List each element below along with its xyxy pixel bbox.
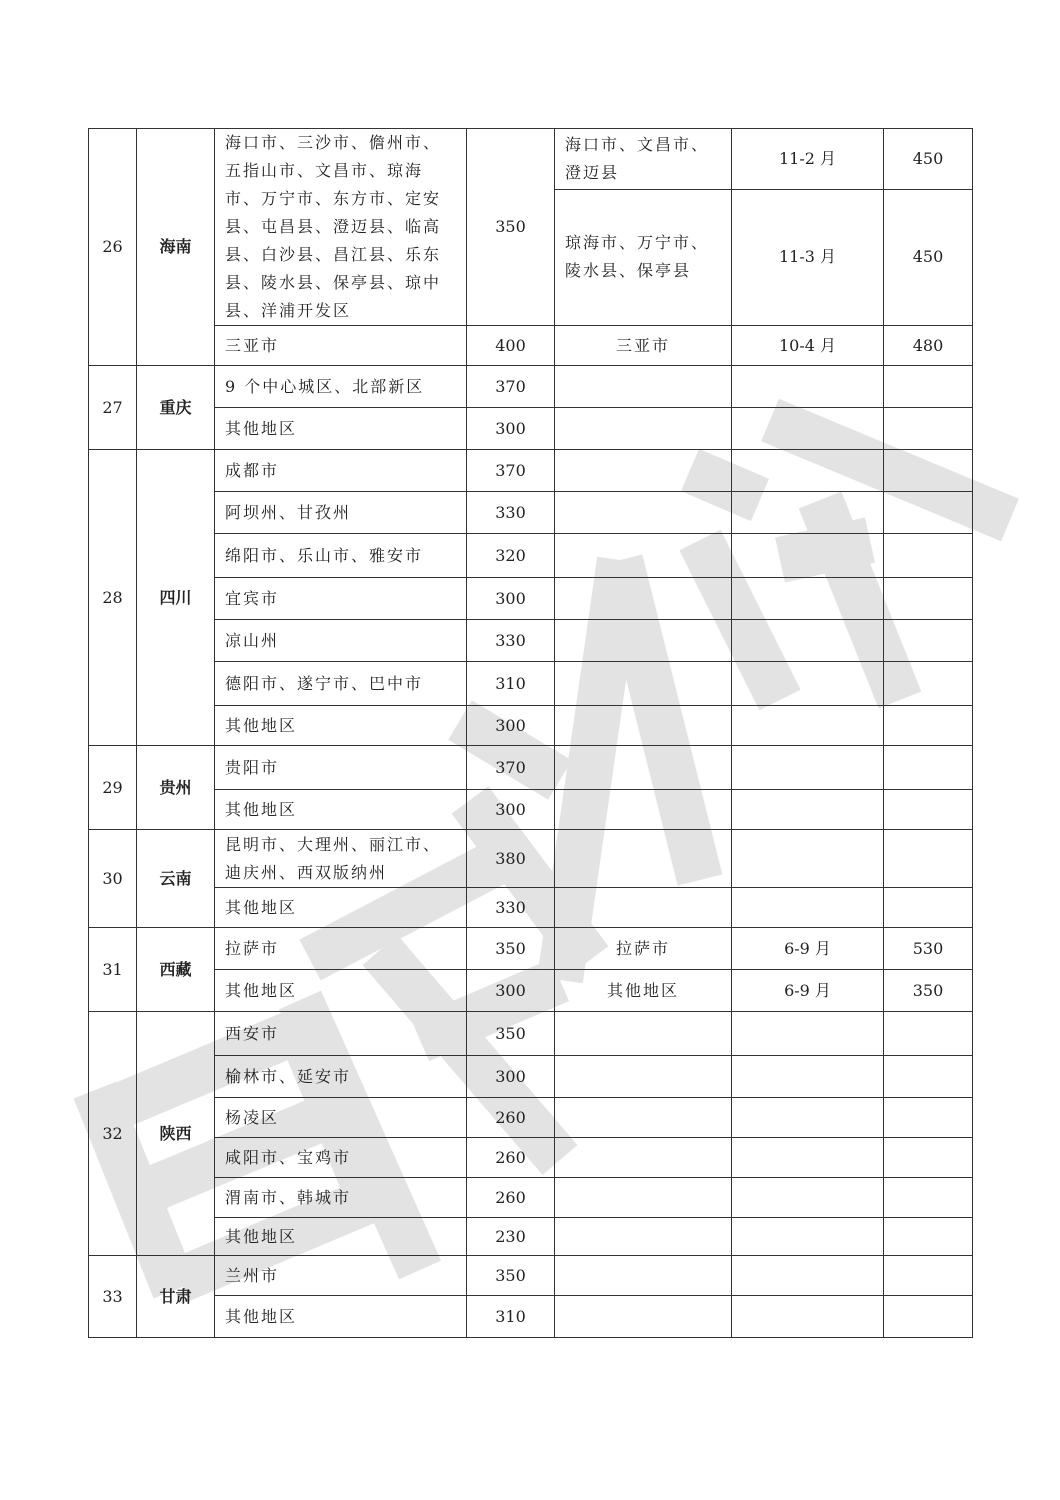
peak-area-cell <box>555 492 732 534</box>
standard-cell: 310 <box>467 1296 555 1338</box>
table-row <box>89 706 973 746</box>
peak-area-cell: 琼海市、万宁市、陵水县、保亭县 <box>555 189 732 325</box>
peak-period-cell: 11-2 月 <box>732 129 884 190</box>
area-cell: 三亚市 <box>215 326 467 366</box>
area-cell: 其他地区 <box>215 1218 467 1256</box>
peak-standard-cell: 480 <box>884 326 973 366</box>
peak-period-cell <box>732 1012 884 1056</box>
peak-standard-cell <box>884 888 973 928</box>
peak-area-cell: 海口市、文昌市、澄迈县 <box>555 129 732 190</box>
table-row <box>89 620 973 662</box>
table-row <box>89 492 973 534</box>
peak-period-cell: 6-9 月 <box>732 928 884 970</box>
area-cell: 拉萨市 <box>215 928 467 970</box>
area-cell: 西安市 <box>215 1012 467 1056</box>
peak-area-cell <box>555 830 732 888</box>
row-number: 31 <box>89 928 137 1012</box>
area-cell: 9 个中心城区、北部新区 <box>215 366 467 408</box>
peak-period-cell <box>732 888 884 928</box>
peak-period-cell: 11-3 月 <box>732 189 884 325</box>
province-name: 甘肃 <box>137 1256 215 1338</box>
peak-period-cell <box>732 1256 884 1296</box>
area-cell: 昆明市、大理州、丽江市、迪庆州、西双版纳州 <box>215 830 467 888</box>
area-cell: 渭南市、韩城市 <box>215 1178 467 1218</box>
table-row <box>89 928 973 970</box>
table-row <box>89 1256 973 1296</box>
area-cell: 咸阳市、宝鸡市 <box>215 1138 467 1178</box>
peak-area-cell <box>555 620 732 662</box>
area-cell: 榆林市、延安市 <box>215 1056 467 1098</box>
peak-period-cell <box>732 790 884 830</box>
peak-standard-cell <box>884 1218 973 1256</box>
area-cell: 绵阳市、乐山市、雅安市 <box>215 534 467 578</box>
area-cell: 德阳市、遂宁市、巴中市 <box>215 662 467 706</box>
peak-standard-cell <box>884 492 973 534</box>
standard-cell: 370 <box>467 746 555 790</box>
province-name: 四川 <box>137 450 215 746</box>
peak-period-cell: 10-4 月 <box>732 326 884 366</box>
area-cell: 杨凌区 <box>215 1098 467 1138</box>
peak-area-cell <box>555 888 732 928</box>
table-row <box>89 790 973 830</box>
peak-standard-cell <box>884 1296 973 1338</box>
peak-area-cell <box>555 1256 732 1296</box>
peak-period-cell: 6-9 月 <box>732 970 884 1012</box>
area-cell: 其他地区 <box>215 790 467 830</box>
peak-standard-cell <box>884 1178 973 1218</box>
table-row <box>89 970 973 1012</box>
peak-standard-cell <box>884 1256 973 1296</box>
area-cell: 凉山州 <box>215 620 467 662</box>
area-cell: 成都市 <box>215 450 467 492</box>
peak-period-cell <box>732 1138 884 1178</box>
province-name: 贵州 <box>137 746 215 830</box>
standard-cell: 370 <box>467 366 555 408</box>
standard-cell: 350 <box>467 1256 555 1296</box>
province-name: 陕西 <box>137 1012 215 1256</box>
table-row <box>89 578 973 620</box>
peak-period-cell <box>732 706 884 746</box>
peak-period-cell <box>732 492 884 534</box>
row-number: 32 <box>89 1012 137 1256</box>
peak-standard-cell: 450 <box>884 189 973 325</box>
peak-area-cell <box>555 706 732 746</box>
peak-period-cell <box>732 1218 884 1256</box>
standard-cell: 260 <box>467 1178 555 1218</box>
area-cell: 阿坝州、甘孜州 <box>215 492 467 534</box>
table-row <box>89 1218 973 1256</box>
peak-standard-cell: 350 <box>884 970 973 1012</box>
row-number: 29 <box>89 746 137 830</box>
table-row <box>89 450 973 492</box>
standard-cell: 400 <box>467 326 555 366</box>
standard-cell: 300 <box>467 790 555 830</box>
peak-area-cell <box>555 534 732 578</box>
area-cell: 其他地区 <box>215 1296 467 1338</box>
peak-period-cell <box>732 620 884 662</box>
row-number: 28 <box>89 450 137 746</box>
standard-cell: 330 <box>467 620 555 662</box>
peak-standard-cell <box>884 450 973 492</box>
area-cell: 贵阳市 <box>215 746 467 790</box>
peak-standard-cell <box>884 662 973 706</box>
peak-area-cell: 拉萨市 <box>555 928 732 970</box>
peak-period-cell <box>732 746 884 790</box>
standard-cell: 230 <box>467 1218 555 1256</box>
peak-standard-cell <box>884 366 973 408</box>
standard-cell: 320 <box>467 534 555 578</box>
standard-cell: 300 <box>467 706 555 746</box>
row-number: 33 <box>89 1256 137 1338</box>
table-row <box>89 534 973 578</box>
peak-standard-cell <box>884 408 973 450</box>
peak-standard-cell: 450 <box>884 129 973 190</box>
peak-period-cell <box>732 1098 884 1138</box>
standard-cell: 380 <box>467 830 555 888</box>
peak-area-cell <box>555 1178 732 1218</box>
table-row <box>89 366 973 408</box>
table-row <box>89 129 973 190</box>
peak-area-cell <box>555 450 732 492</box>
standard-cell: 350 <box>467 129 555 326</box>
rates-table <box>88 128 973 1338</box>
rates-body <box>89 129 973 1338</box>
area-cell: 其他地区 <box>215 970 467 1012</box>
peak-period-cell <box>732 578 884 620</box>
peak-area-cell <box>555 1012 732 1056</box>
row-number: 30 <box>89 830 137 928</box>
peak-area-cell <box>555 408 732 450</box>
peak-standard-cell <box>884 1138 973 1178</box>
peak-area-cell <box>555 790 732 830</box>
row-number: 27 <box>89 366 137 450</box>
standard-cell: 350 <box>467 928 555 970</box>
peak-period-cell <box>732 408 884 450</box>
area-cell: 其他地区 <box>215 408 467 450</box>
table-row <box>89 1098 973 1138</box>
table-row <box>89 1178 973 1218</box>
table-row <box>89 326 973 366</box>
peak-area-cell <box>555 1098 732 1138</box>
peak-area-cell <box>555 662 732 706</box>
peak-period-cell <box>732 830 884 888</box>
table-row <box>89 1056 973 1098</box>
standard-cell: 300 <box>467 1056 555 1098</box>
peak-area-cell <box>555 1218 732 1256</box>
peak-standard-cell <box>884 1098 973 1138</box>
peak-standard-cell <box>884 1012 973 1056</box>
table-row <box>89 746 973 790</box>
peak-standard-cell <box>884 790 973 830</box>
standard-cell: 260 <box>467 1138 555 1178</box>
standard-cell: 330 <box>467 888 555 928</box>
peak-standard-cell <box>884 1056 973 1098</box>
peak-standard-cell: 530 <box>884 928 973 970</box>
area-cell: 宜宾市 <box>215 578 467 620</box>
peak-area-cell <box>555 746 732 790</box>
standard-cell: 370 <box>467 450 555 492</box>
table-row <box>89 830 973 888</box>
peak-period-cell <box>732 1178 884 1218</box>
standard-cell: 300 <box>467 408 555 450</box>
province-name: 云南 <box>137 830 215 928</box>
area-cell: 兰州市 <box>215 1256 467 1296</box>
province-name: 海南 <box>137 129 215 366</box>
table-row <box>89 1138 973 1178</box>
standard-cell: 300 <box>467 578 555 620</box>
peak-period-cell <box>732 662 884 706</box>
peak-area-cell <box>555 366 732 408</box>
peak-standard-cell <box>884 706 973 746</box>
table-row <box>89 888 973 928</box>
area-cell: 海口市、三沙市、儋州市、五指山市、文昌市、琼海市、万宁市、东方市、定安县、屯昌县、澄迈县、临高县、白沙县、昌江县、乐东县、陵水县、保亭县、琼中县、洋浦开发区 <box>215 129 467 326</box>
peak-period-cell <box>732 1056 884 1098</box>
table-row <box>89 408 973 450</box>
row-number: 26 <box>89 129 137 366</box>
peak-area-cell: 三亚市 <box>555 326 732 366</box>
area-cell: 其他地区 <box>215 888 467 928</box>
province-name: 重庆 <box>137 366 215 450</box>
province-name: 西藏 <box>137 928 215 1012</box>
peak-period-cell <box>732 534 884 578</box>
standard-cell: 350 <box>467 1012 555 1056</box>
peak-area-cell <box>555 578 732 620</box>
peak-area-cell <box>555 1056 732 1098</box>
peak-standard-cell <box>884 620 973 662</box>
peak-standard-cell <box>884 578 973 620</box>
table-row <box>89 662 973 706</box>
peak-standard-cell <box>884 830 973 888</box>
area-cell: 其他地区 <box>215 706 467 746</box>
standard-cell: 330 <box>467 492 555 534</box>
peak-area-cell <box>555 1138 732 1178</box>
table-row <box>89 1296 973 1338</box>
peak-period-cell <box>732 1296 884 1338</box>
peak-standard-cell <box>884 746 973 790</box>
standard-cell: 310 <box>467 662 555 706</box>
peak-standard-cell <box>884 534 973 578</box>
peak-period-cell <box>732 366 884 408</box>
peak-area-cell: 其他地区 <box>555 970 732 1012</box>
table-row <box>89 1012 973 1056</box>
peak-area-cell <box>555 1296 732 1338</box>
standard-cell: 260 <box>467 1098 555 1138</box>
peak-period-cell <box>732 450 884 492</box>
standard-cell: 300 <box>467 970 555 1012</box>
